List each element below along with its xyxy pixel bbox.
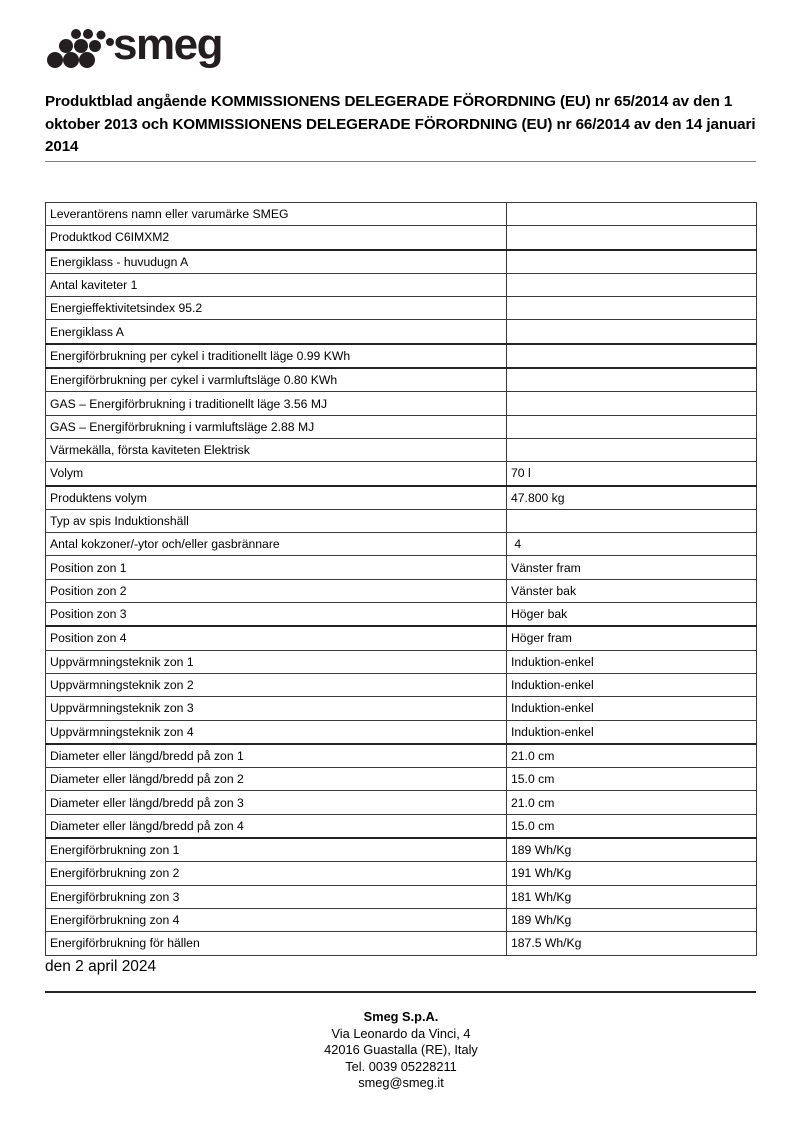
address-line-1: Via Leonardo da Vinci, 4 [331, 1025, 471, 1041]
row-label: Volym [46, 462, 507, 486]
row-label: Diameter eller längd/bredd på zon 4 [46, 814, 507, 838]
row-value: Vänster fram [507, 556, 757, 579]
row-label: Uppvärmningsteknik zon 3 [46, 697, 507, 720]
row-label: GAS – Energiförbrukning i traditionellt läge 3.56 MJ [46, 392, 507, 415]
row-value [507, 509, 757, 532]
row-value: Induktion-enkel [507, 673, 757, 696]
divider-top [45, 161, 756, 162]
row-value [507, 320, 757, 344]
row-value: 191 Wh/Kg [507, 862, 757, 885]
row-value: 15.0 cm [507, 768, 757, 791]
divider-bottom [45, 991, 756, 993]
row-value: Höger fram [507, 626, 757, 650]
row-label: Energiförbrukning zon 3 [46, 885, 507, 908]
row-label: Diameter eller längd/bredd på zon 2 [46, 768, 507, 791]
row-label: GAS – Energiförbrukning i varmluftsläge 2.88 MJ [46, 415, 507, 438]
table-row [46, 297, 757, 320]
table-row [46, 814, 757, 838]
row-label: Energiklass - huvudugn A [46, 250, 507, 274]
table-row [46, 462, 757, 486]
table-row [46, 486, 757, 510]
table-row [46, 862, 757, 885]
row-label: Energieffektivitetsindex 95.2 [46, 297, 507, 320]
document-date: den 2 april 2024 [45, 958, 157, 975]
row-label: Position zon 1 [46, 556, 507, 579]
table-row [46, 392, 757, 415]
row-value: 187.5 Wh/Kg [507, 932, 757, 955]
product-data-table [45, 202, 757, 956]
row-label: Leverantörens namn eller varumärke SMEG [46, 203, 507, 226]
row-label: Värmekälla, första kaviteten Elektrisk [46, 438, 507, 461]
row-label: Position zon 2 [46, 579, 507, 602]
row-label: Produktkod C6IMXM2 [46, 226, 507, 250]
table-row [46, 791, 757, 814]
row-value: Induktion-enkel [507, 697, 757, 720]
smeg-logo [47, 26, 247, 72]
table-row [46, 533, 757, 556]
table-row [46, 885, 757, 908]
row-value [507, 250, 757, 274]
table-row [46, 768, 757, 791]
table-row [46, 603, 757, 627]
row-value [507, 344, 757, 368]
row-label: Uppvärmningsteknik zon 4 [46, 720, 507, 744]
table-row [46, 509, 757, 532]
row-value: Induktion-enkel [507, 650, 757, 673]
row-value: 47.800 kg [507, 486, 757, 510]
document-title: Produktblad angående KOMMISSIONENS DELEGERADE FÖRORDNING (EU) nr 65/2014 av den 1 oktober 2013 och KOMMISSIONENS DELEGERADE FÖRORDNING (EU) nr 66/2014 av den 14 januari 2014 [45, 93, 756, 155]
table-row [46, 250, 757, 274]
row-value [507, 438, 757, 461]
row-value: 4 [507, 533, 757, 556]
row-label: Diameter eller längd/bredd på zon 3 [46, 791, 507, 814]
row-label: Antal kaviteter 1 [46, 273, 507, 296]
table-row [46, 273, 757, 296]
row-label: Energiförbrukning för hällen [46, 932, 507, 955]
row-value: Höger bak [507, 603, 757, 627]
row-value [507, 297, 757, 320]
row-label: Energiklass A [46, 320, 507, 344]
row-value [507, 415, 757, 438]
row-value: 189 Wh/Kg [507, 838, 757, 862]
table-row [46, 626, 757, 650]
table-row [46, 579, 757, 602]
table-row [46, 673, 757, 696]
row-label: Position zon 4 [46, 626, 507, 650]
row-label: Uppvärmningsteknik zon 1 [46, 650, 507, 673]
table-row [46, 203, 757, 226]
table-row [46, 226, 757, 250]
company-footer [0, 1009, 802, 1092]
phone-number: Tel. 0039 05228211 [345, 1058, 457, 1074]
table-row [46, 368, 757, 392]
table-row [46, 556, 757, 579]
row-label: Position zon 3 [46, 603, 507, 627]
row-label: Energiförbrukning per cykel i varmluftsläge 0.80 KWh [46, 368, 507, 392]
row-value: 15.0 cm [507, 814, 757, 838]
row-value: 189 Wh/Kg [507, 908, 757, 931]
table-row [46, 438, 757, 461]
table-row [46, 415, 757, 438]
table-row [46, 744, 757, 768]
table-row [46, 650, 757, 673]
row-label: Diameter eller längd/bredd på zon 1 [46, 744, 507, 768]
row-label: Uppvärmningsteknik zon 2 [46, 673, 507, 696]
row-label: Antal kokzoner/-ytor och/eller gasbrännare [46, 533, 507, 556]
row-label: Energiförbrukning zon 2 [46, 862, 507, 885]
row-value [507, 226, 757, 250]
table-row [46, 720, 757, 744]
row-label: Energiförbrukning zon 4 [46, 908, 507, 931]
row-label: Energiförbrukning zon 1 [46, 838, 507, 862]
table-row [46, 932, 757, 955]
row-value: 21.0 cm [507, 744, 757, 768]
row-value: 21.0 cm [507, 791, 757, 814]
email-address[interactable]: smeg@smeg.it [358, 1075, 444, 1090]
address-line-2: 42016 Guastalla (RE), Italy [324, 1042, 478, 1057]
row-label: Energiförbrukning per cykel i traditionellt läge 0.99 KWh [46, 344, 507, 368]
row-value: 70 l [507, 462, 757, 486]
row-label: Produktens volym [46, 486, 507, 510]
row-value [507, 392, 757, 415]
row-value [507, 273, 757, 296]
row-value [507, 203, 757, 226]
table-row [46, 838, 757, 862]
row-value: Vänster bak [507, 579, 757, 602]
row-label: Typ av spis Induktionshäll [46, 509, 507, 532]
row-value [507, 368, 757, 392]
row-value: Induktion-enkel [507, 720, 757, 744]
table-row [46, 697, 757, 720]
table-row [46, 344, 757, 368]
company-name: Smeg S.p.A. [363, 1009, 439, 1024]
svg-text:smeg: smeg [113, 26, 222, 69]
row-value: 181 Wh/Kg [507, 885, 757, 908]
table-row [46, 908, 757, 931]
table-row [46, 320, 757, 344]
